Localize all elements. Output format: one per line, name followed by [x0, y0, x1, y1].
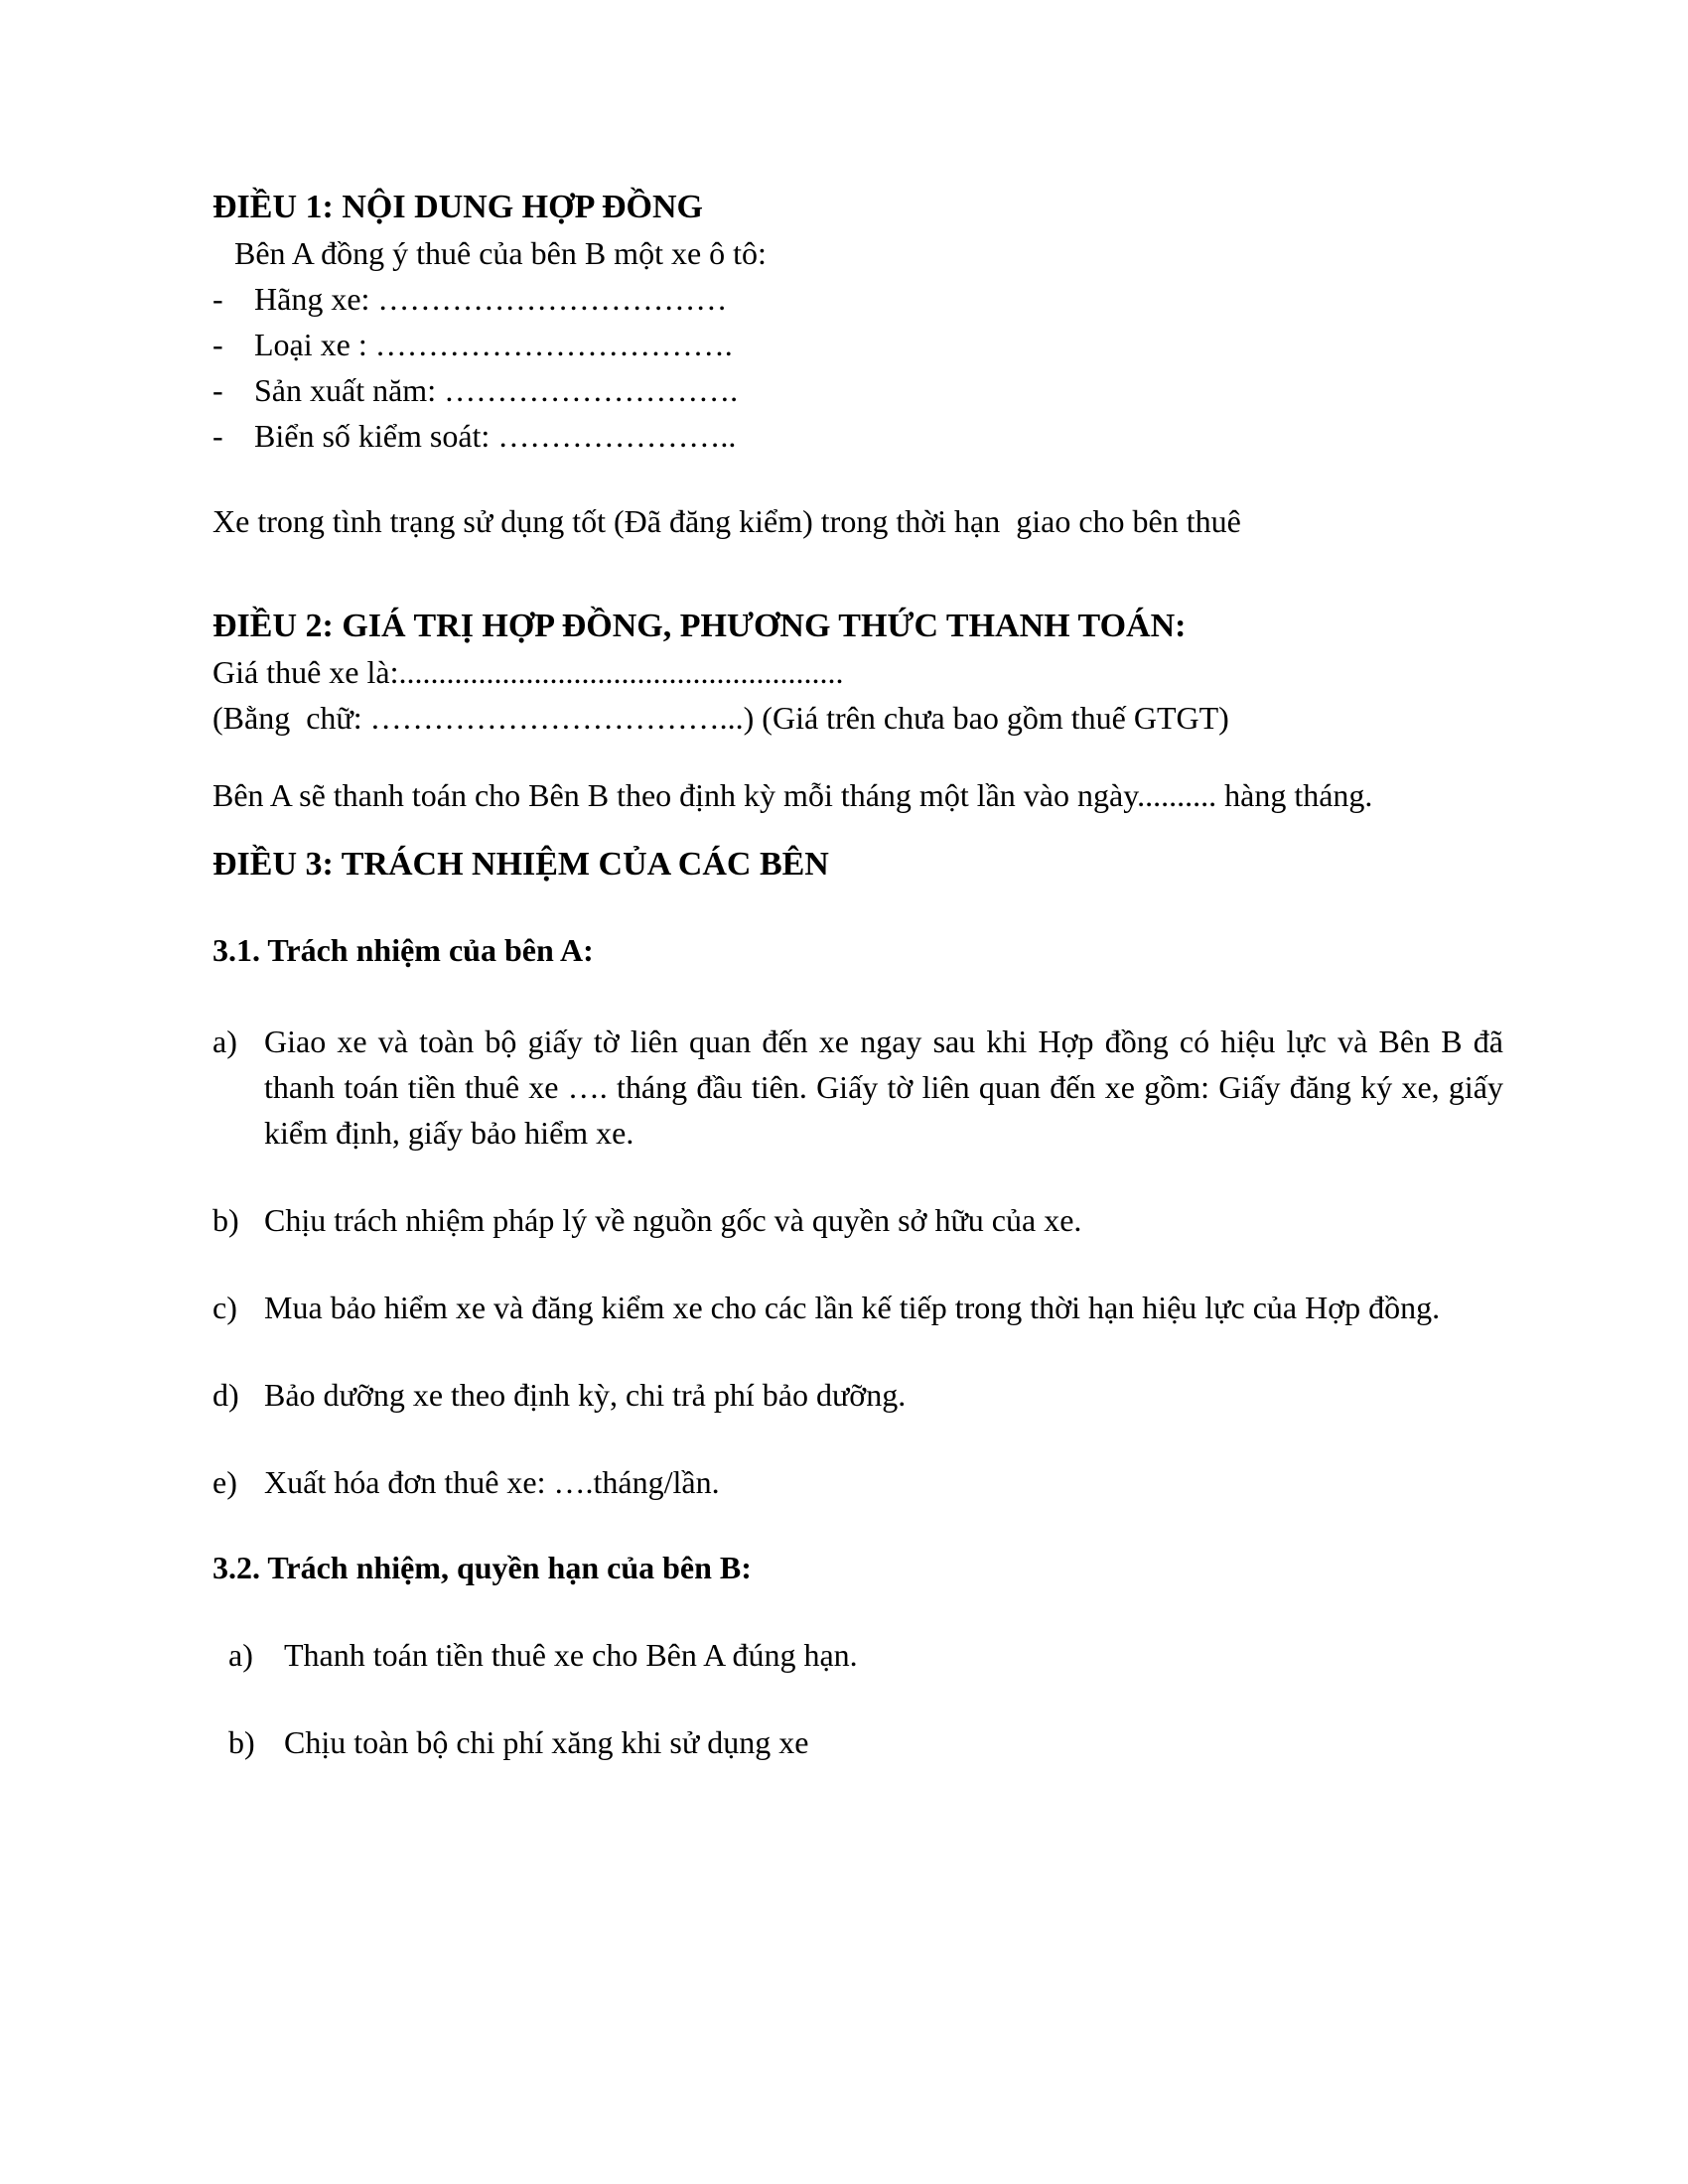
section-3-1-title: 3.1. Trách nhiệm của bên A:: [212, 932, 594, 968]
list-item-letter: a): [212, 1024, 237, 1059]
rental-price-line: Giá thuê xe là:........................................................: [212, 654, 844, 690]
vehicle-brand-line: [212, 276, 1503, 322]
article-1-title: ĐIỀU 1: NỘI DUNG HỢP ĐỒNG: [212, 189, 703, 225]
article-3-title: ĐIỀU 3: TRÁCH NHIỆM CỦA CÁC BÊN: [212, 846, 829, 883]
vehicle-type-label: Loại xe : …………………………….: [254, 327, 733, 362]
section-3-2-list: [212, 1632, 1503, 1765]
vehicle-details-list: [212, 276, 1503, 459]
vehicle-plate-label: Biển số kiểm soát: …………………..: [254, 418, 737, 454]
list-item-text: Chịu toàn bộ chi phí xăng khi sử dụng xe: [284, 1724, 809, 1760]
list-item-letter: a): [228, 1637, 253, 1673]
list-item-text: Bảo dưỡng xe theo định kỳ, chi trả phí bảo dưỡng.: [264, 1377, 907, 1413]
vehicle-year-label: Sản xuất năm: ……………………….: [254, 372, 739, 408]
list-item: [212, 1285, 1503, 1330]
vehicle-brand-label: Hãng xe: ……………………………: [254, 281, 728, 317]
section-3-2-title: 3.2. Trách nhiệm, quyền hạn của bên B:: [212, 1550, 752, 1585]
vehicle-condition-note: Xe trong tình trạng sử dụng tốt (Đã đăng kiểm) trong thời hạn giao cho bên thuê: [212, 503, 1241, 539]
list-dash-marker: -: [212, 327, 223, 362]
list-dash-marker: -: [212, 372, 223, 408]
list-item: [212, 1372, 1503, 1418]
vehicle-type-line: [212, 322, 1503, 367]
list-item: [212, 1019, 1503, 1156]
list-item-letter: c): [212, 1290, 237, 1325]
vehicle-plate-line: [212, 413, 1503, 459]
vehicle-year-line: [212, 367, 1503, 413]
article-2-title: ĐIỀU 2: GIÁ TRỊ HỢP ĐỒNG, PHƯƠNG THỨC THANH TOÁN:: [212, 608, 1187, 644]
list-item-letter: e): [212, 1464, 237, 1500]
list-item-text: Chịu trách nhiệm pháp lý về nguồn gốc và quyền sở hữu của xe.: [264, 1202, 1082, 1238]
list-item-text: Mua bảo hiểm xe và đăng kiểm xe cho các lần kế tiếp trong thời hạn hiệu lực của Hợp đồng.: [264, 1290, 1441, 1325]
list-dash-marker: -: [212, 418, 223, 454]
list-item-text: Thanh toán tiền thuê xe cho Bên A đúng hạn.: [284, 1637, 858, 1673]
amount-in-words-line: (Bằng chữ: ……………………………...) (Giá trên chưa bao gồm thuế GTGT): [212, 700, 1229, 736]
list-item: [212, 1719, 1503, 1765]
list-item-letter: b): [212, 1202, 239, 1238]
list-item: [212, 1197, 1503, 1243]
list-item-letter: d): [212, 1377, 239, 1413]
list-item: [212, 1632, 1503, 1678]
payment-schedule-paragraph: Bên A sẽ thanh toán cho Bên B theo định kỳ mỗi tháng một lần vào ngày.......... hàng tháng.: [212, 777, 1373, 813]
list-item-text: Xuất hóa đơn thuê xe: ….tháng/lần.: [264, 1464, 720, 1500]
list-item-text: Giao xe và toàn bộ giấy tờ liên quan đến xe ngay sau khi Hợp đồng có hiệu lực và Bên B đã thanh toán tiền thuê xe …. tháng đầu tiên. Giấy tờ liên quan đến xe gồm: Giấy đăng ký xe, giấy kiểm định, giấy bảo hiểm xe.: [264, 1024, 1503, 1151]
section-3-1-list: [212, 1019, 1503, 1505]
article-1-intro: Bên A đồng ý thuê của bên B một xe ô tô:: [234, 235, 767, 271]
list-item-letter: b): [228, 1724, 255, 1760]
list-item: [212, 1459, 1503, 1505]
list-dash-marker: -: [212, 281, 223, 317]
